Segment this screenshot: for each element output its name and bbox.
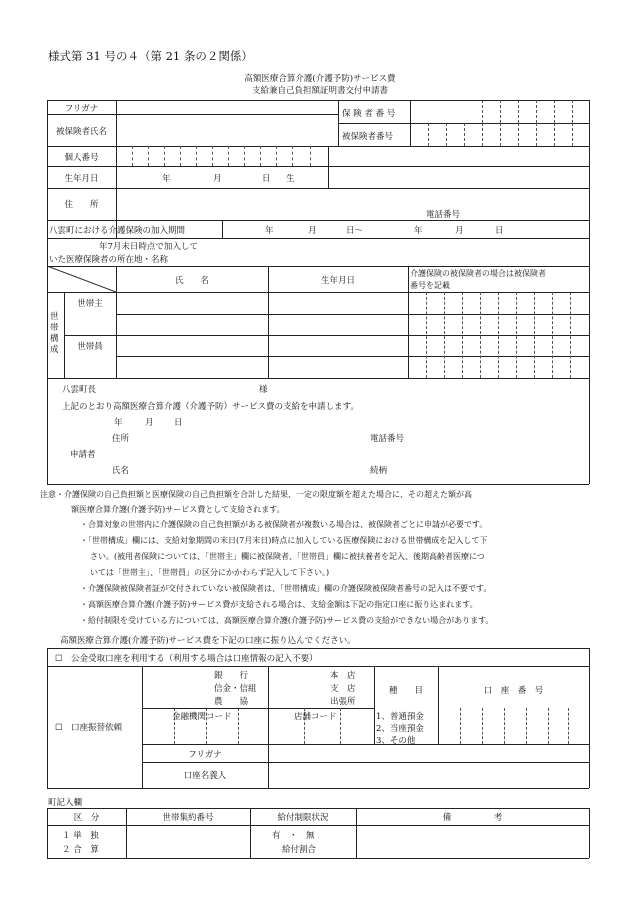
request-month: 月 [145, 418, 154, 428]
request-day: 日 [174, 418, 183, 428]
form-title-line1: 高額医療合算介護(介護予防)サービス費 [244, 74, 396, 84]
july-insurer-label-1: 年7月末日時点で加入して [99, 242, 198, 252]
form-title-line2: 支給兼自己負担額証明書交付申請書 [251, 86, 388, 96]
period-month2: 月 [455, 226, 464, 236]
bank-type-bank: 銀 行 [214, 671, 249, 681]
household-col-care-2: 番号を記載 [410, 281, 450, 290]
branch-type-branch: 支 店 [330, 684, 356, 694]
birth-date-label: 生年月日 [64, 174, 99, 184]
period-year2: 年 [414, 226, 423, 236]
birth-year-unit: 年 [162, 174, 171, 184]
birth-sei: 生 [286, 174, 295, 184]
household-col-care-1: 介護保険の被保険者の場合は被保険者 [410, 269, 546, 278]
mayor-sama: 様 [259, 385, 268, 395]
applicant-phone-label: 電話番号 [370, 434, 405, 444]
applicant-relation-label: 続柄 [370, 466, 388, 476]
personal-number-label: 個人番号 [64, 153, 99, 163]
public-account-checkbox[interactable]: ☐ 公金受取口座を利用する（利用する場合は口座情報の記入不要） [55, 654, 318, 664]
office-col-setai: 世帯集約番号 [162, 813, 214, 823]
applicant-address-label: 住所 [112, 434, 130, 444]
office-col-biko: 備 考 [442, 813, 503, 823]
note-line: ・「世帯構成」欄には、支給対象期間の末日(7月末日)時点に加入している医療保険における世帯構成を記入して下 [80, 536, 488, 545]
note-line: いては「世帯主」、「世帯員」の区分にかかわらず記入して下さい。) [90, 568, 330, 577]
insurer-number-label: 保 険 者 番 号 [342, 109, 396, 119]
holder-furigana-label: フリガナ [188, 750, 222, 760]
july-insurer-label-2: いた医療保険者の所在地・名称 [49, 255, 169, 265]
household-col-birth: 生年月日 [320, 276, 355, 286]
household-col-name: 氏 名 [174, 276, 209, 286]
note-line: ・高額医療合算介護(介護予防)サービス費が支給される場合は、支給金額は下記の指定口座に振り込まれます。 [80, 600, 478, 609]
office-col-kubun: 区 分 [73, 813, 100, 823]
birth-day-unit: 日 [262, 174, 271, 184]
office-section-title: 町記入欄 [48, 798, 83, 808]
request-year: 年 [114, 418, 123, 428]
transfer-checkbox[interactable]: ☐ 口座振替依頼 [55, 723, 123, 733]
period-day1: 日〜 [346, 226, 364, 236]
bank-intro: 高額医療合算介護(介護予防)サービス費を下記の口座に振り込んでください。 [60, 636, 356, 646]
note-line: さい。(被用者保険については、「世帯主」欄に被保険者、「世帯員」欄に被扶養者を記入、後期高齢者医療につ [90, 552, 485, 561]
period-year1: 年 [265, 226, 274, 236]
furigana-label: フリガナ [64, 104, 99, 114]
insured-name-label: 被保険者氏名 [55, 127, 107, 137]
bank-type-nokyo: 農 協 [214, 697, 249, 707]
form-number: 様式第 31 号の４（第 21 条の２関係） [48, 49, 253, 63]
branch-code-label: 店舗コード [294, 712, 337, 722]
account-number-label: 口 座 番 号 [483, 686, 544, 696]
applicant-name-label: 氏名 [112, 466, 130, 476]
benefit-ratio-label: 給付割合 [282, 845, 317, 855]
request-statement: 上記のとおり高額医療合算介護（介護予防）サービス費の支給を申請します。 [62, 402, 359, 412]
restriction-yes-no: 有 ・ 無 [272, 831, 315, 841]
account-type-option[interactable]: 1、普通預金 [376, 712, 424, 722]
household-member-label: 世帯員 [77, 342, 103, 352]
bank-code-label: 金融機関コード [172, 712, 232, 722]
account-holder-label: 口座名義人 [183, 771, 227, 781]
account-type-label: 種 目 [388, 686, 423, 696]
insured-number-label: 被保険者番号 [342, 132, 394, 142]
bank-type-shinkin: 信金・信組 [214, 684, 257, 694]
note-line: 額医療合算介護(介護予防)サービス費として支給されます。 [71, 505, 285, 514]
period-month1: 月 [308, 226, 317, 236]
note-line: ・介護保険被保険者証が交付されていない被保険者は、「世帯構成」欄の介護保険被保険者番号の記入は不要です。 [80, 584, 492, 593]
address-label: 住 所 [64, 200, 99, 210]
applicant-label: 申請者 [70, 450, 96, 460]
branch-type-office: 出張所 [330, 697, 356, 707]
office-col-kyufu: 給付制限状況 [277, 813, 329, 823]
household-head-label: 世帯主 [77, 299, 103, 309]
diagonal-line [47, 266, 116, 292]
mayor-label: 八雲町長 [62, 385, 97, 395]
phone-label: 電話番号 [426, 210, 461, 220]
account-type-option[interactable]: 2、当座預金 [376, 724, 424, 734]
birth-month-unit: 月 [213, 174, 222, 184]
kubun-single: １ 単 独 [62, 831, 99, 841]
note-line: ・給付制限を受けている方については、高額医療合算介護(介護予防)サービス費の支給ができない場合があります。 [80, 616, 494, 625]
note-line: 注意・介護保険の自己負担額と医療保険の自己負担額を合計した結果、一定の限度額を超えた場合に、その超えた額が高 [40, 490, 472, 499]
period-label: 八雲町における介護保険の加入期間 [49, 226, 186, 236]
branch-type-main: 本 店 [330, 671, 356, 681]
kubun-combined: ２ 合 算 [62, 845, 99, 855]
household-group-label: 世帯構成 [50, 312, 59, 355]
account-type-option[interactable]: 3、その他 [376, 736, 416, 746]
note-line: ・合算対象の世帯内に介護保険の自己負担額がある被保険者が複数いる場合は、被保険者ごとに申請が必要です。 [80, 520, 488, 529]
period-day2: 日 [495, 226, 504, 236]
